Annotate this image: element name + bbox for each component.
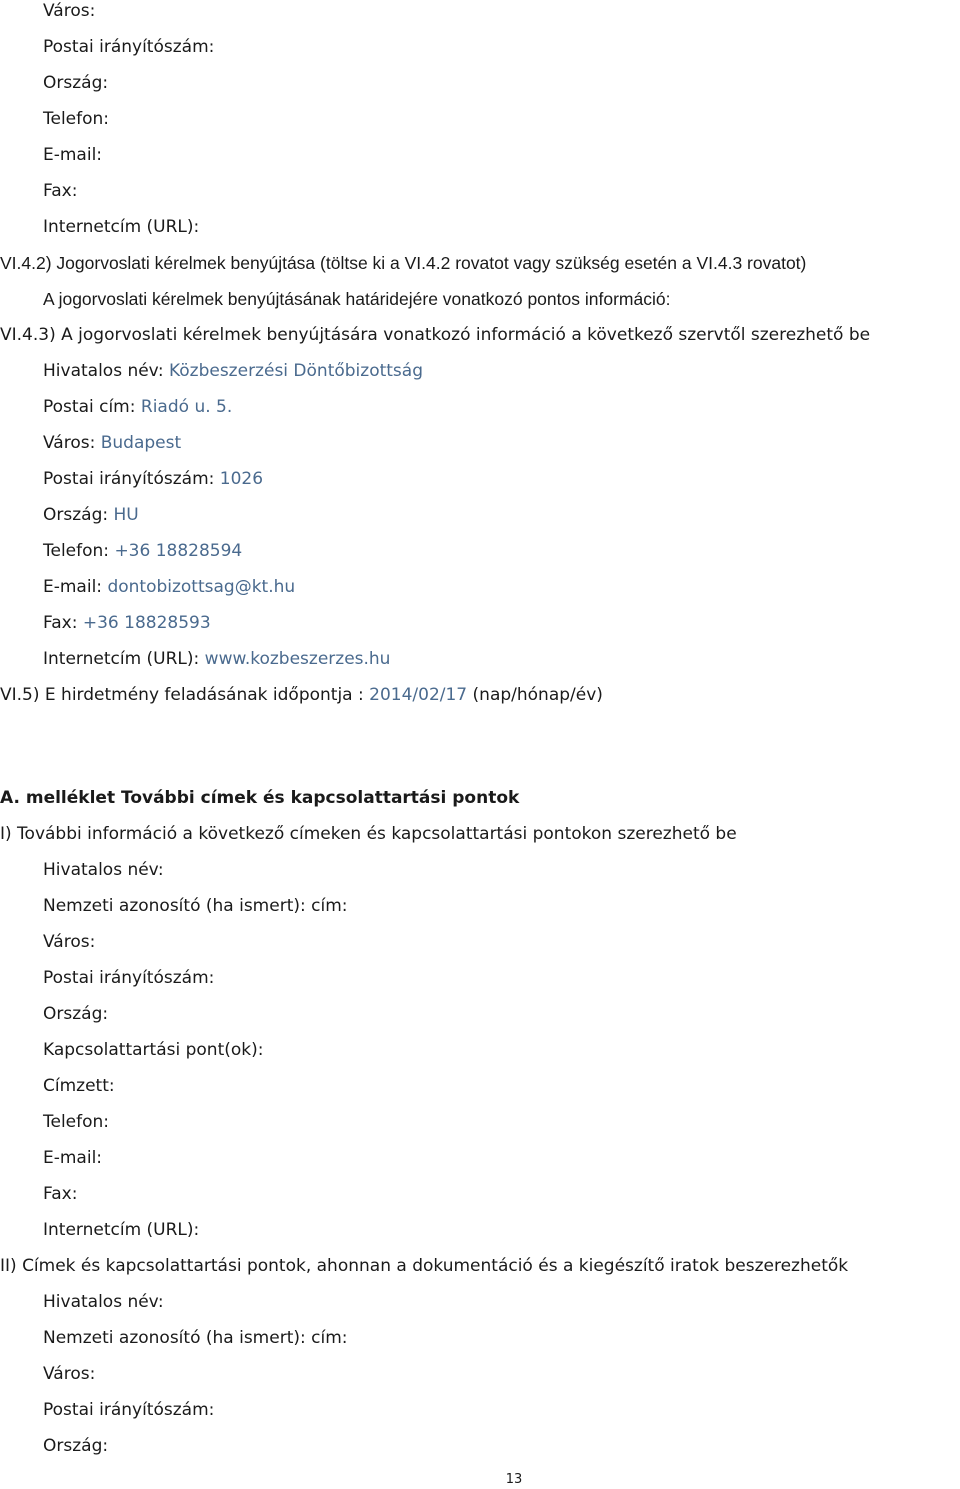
field-label-varos: Város: [43,1,96,21]
annex-field: Hivatalos név: [43,1292,164,1312]
field-value: Közbeszerzési Döntőbizottság [168,361,423,381]
field-label: Fax: [43,613,78,633]
field-value: Riadó u. 5. [140,397,233,417]
vi5-suffix: (nap/hónap/év) [472,685,603,705]
field-value: Budapest [100,433,182,453]
annex-title: A. melléklet További címek és kapcsolattartási pontok [0,788,520,808]
field-label: Postai cím: [43,397,136,417]
field-value: HU [113,505,139,525]
annex-field: Ország: [43,1436,109,1456]
annex-field: Postai irányítószám: [43,1400,215,1420]
field-label: Internetcím (URL): [43,649,200,669]
annex-section1-heading: I) További információ a következő címeken és kapcsolattartási pontokon szerezhető be [0,824,737,844]
field-row [43,360,423,382]
vi5-label: VI.5) E hirdetmény feladásának időpontja : [0,685,364,705]
field-row [43,576,295,598]
field-label: Postai irányítószám: [43,469,215,489]
field-label: Ország: [43,505,109,525]
field-label: E-mail: [43,577,103,597]
annex-field: Város: [43,1364,96,1384]
annex-field: Postai irányítószám: [43,968,215,988]
annex-field: Ország: [43,1004,109,1024]
field-row [43,612,211,634]
field-row [43,468,263,490]
annex-field: Címzett: [43,1076,115,1096]
vi5-date: 2014/02/17 [369,685,468,705]
section-heading-vi42: VI.4.2) Jogorvoslati kérelmek benyújtása (töltse ki a VI.4.2 rovatot vagy szükség esetén a VI.4.3 rovatot) [0,253,807,273]
field-value: +36 18828594 [114,541,243,561]
field-label: Város: [43,433,96,453]
annex-field: Internetcím (URL): [43,1220,200,1240]
annex-field: Nemzeti azonosító (ha ismert): cím: [43,896,348,916]
field-row [43,540,242,562]
field-value: 1026 [219,469,264,489]
annex-field: Nemzeti azonosító (ha ismert): cím: [43,1328,348,1348]
field-row [43,432,181,454]
field-label-orszag: Ország: [43,73,109,93]
field-label-postai: Postai irányítószám: [43,37,215,57]
annex-field: Telefon: [43,1112,110,1132]
field-value: www.kozbeszerzes.hu [204,649,391,669]
field-label-internet: Internetcím (URL): [43,217,200,237]
annex-section2-heading: II) Címek és kapcsolattartási pontok, ahonnan a dokumentáció és a kiegészítő iratok beszerezhetők [0,1256,849,1276]
annex-field: Város: [43,932,96,952]
field-row [43,504,139,526]
section-heading-vi5 [0,684,603,706]
field-label-email: E-mail: [43,145,103,165]
page-number: 13 [505,1472,523,1487]
field-label: Telefon: [43,541,110,561]
field-row [43,648,390,670]
annex-field: Fax: [43,1184,78,1204]
field-label-telefon: Telefon: [43,109,110,129]
field-value: +36 18828593 [82,613,211,633]
field-row [43,396,232,418]
annex-field: Kapcsolattartási pont(ok): [43,1040,264,1060]
field-label: Hivatalos név: [43,361,164,381]
field-label-fax: Fax: [43,181,78,201]
annex-field: Hivatalos név: [43,860,164,880]
annex-field: E-mail: [43,1148,103,1168]
vi42-info: A jogorvoslati kérelmek benyújtásának határidejére vonatkozó pontos információ: [43,289,671,309]
section-heading-vi43: VI.4.3) A jogorvoslati kérelmek benyújtására vonatkozó információ a következő szervtől szerezhető be [0,325,871,345]
field-value: dontobizottsag@kt.hu [107,577,296,597]
